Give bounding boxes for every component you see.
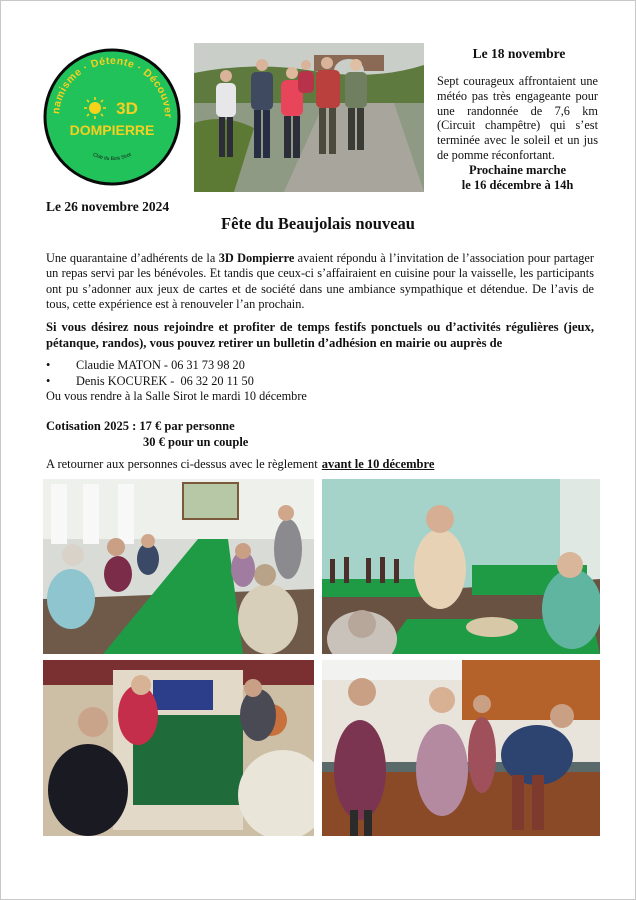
next-walk	[425, 163, 610, 193]
paragraph-club-name: 3D Dompierre	[218, 251, 295, 265]
contacts-list	[46, 358, 307, 405]
kitchen-photo	[322, 660, 600, 836]
return-instructions	[46, 457, 434, 472]
cotisation-line2: 30 € pour un couple	[143, 435, 249, 449]
event-date: Le 26 novembre 2024	[46, 199, 170, 214]
next-walk-line1: Prochaine marche	[468, 163, 567, 177]
salle-text: Ou vous rendre à la Salle Sirot le mardi 10 décembre	[46, 389, 307, 404]
logo-ring-text: namisme · Détente · Découver	[50, 54, 175, 119]
paragraph-start: Une quarantaine d’adhérents de la	[46, 251, 219, 265]
event-paragraph	[46, 251, 594, 312]
logo-bottom-text: Club du Bois Sirot	[91, 151, 133, 163]
bullet: •	[46, 358, 51, 372]
contact-text: Denis KOCUREK - 06 32 20 11 50	[76, 373, 254, 388]
bullet: •	[46, 373, 51, 388]
cotisation	[46, 418, 248, 450]
nov18-title: Le 18 novembre	[472, 46, 566, 61]
return-deadline: avant le 10 décembre	[321, 457, 435, 471]
join-paragraph: Si vous désirez nous rejoindre et profiter de temps festifs ponctuels ou d’activités régulières (jeux, pétanque, randos), vous pouvez retirer un bulletin d’adhésion en mairie ou auprès de	[46, 320, 594, 350]
dining-hall-photo	[43, 479, 314, 654]
contact-item	[46, 358, 307, 374]
contact-item	[46, 374, 307, 390]
logo-dompierre: DOMPIERRE	[69, 122, 155, 138]
nov18-body: Sept courageux affrontaient une météo pas très engageante pour une randonnée de 7,6 km (Circuit champêtre) qui s’est terminée avec le soleil et un jus de pomme réconfortant.	[437, 74, 598, 162]
logo-3d: 3D	[116, 99, 138, 118]
card-games-photo	[43, 660, 314, 836]
event-title: Fête du Beaujolais nouveau	[221, 214, 415, 233]
paragraph-rest: avaient répondu à l’invitation de l’association pour partager un repas servi par les bénévoles. Et tandis que ceux-ci s’affairaient en cuisine pour la vaisselle, les participants ont pu s’adonner aux jeux de cartes et de société dans une ambiance sympathique et détendue. De l’avis de tous, cette expérience est à renouveler l’an prochain.	[46, 251, 594, 311]
contact-text: Claudie MATON - 06 31 73 98 20	[76, 358, 245, 372]
club-logo	[43, 48, 181, 186]
cotisation-line1: Cotisation 2025 : 17 € par personne	[46, 419, 235, 433]
return-text: A retourner aux personnes ci-dessus avec le règlement	[46, 457, 318, 471]
hikers-photo	[194, 43, 424, 192]
serving-wine-photo	[322, 479, 600, 654]
next-walk-line2: le 16 décembre à 14h	[461, 178, 574, 192]
